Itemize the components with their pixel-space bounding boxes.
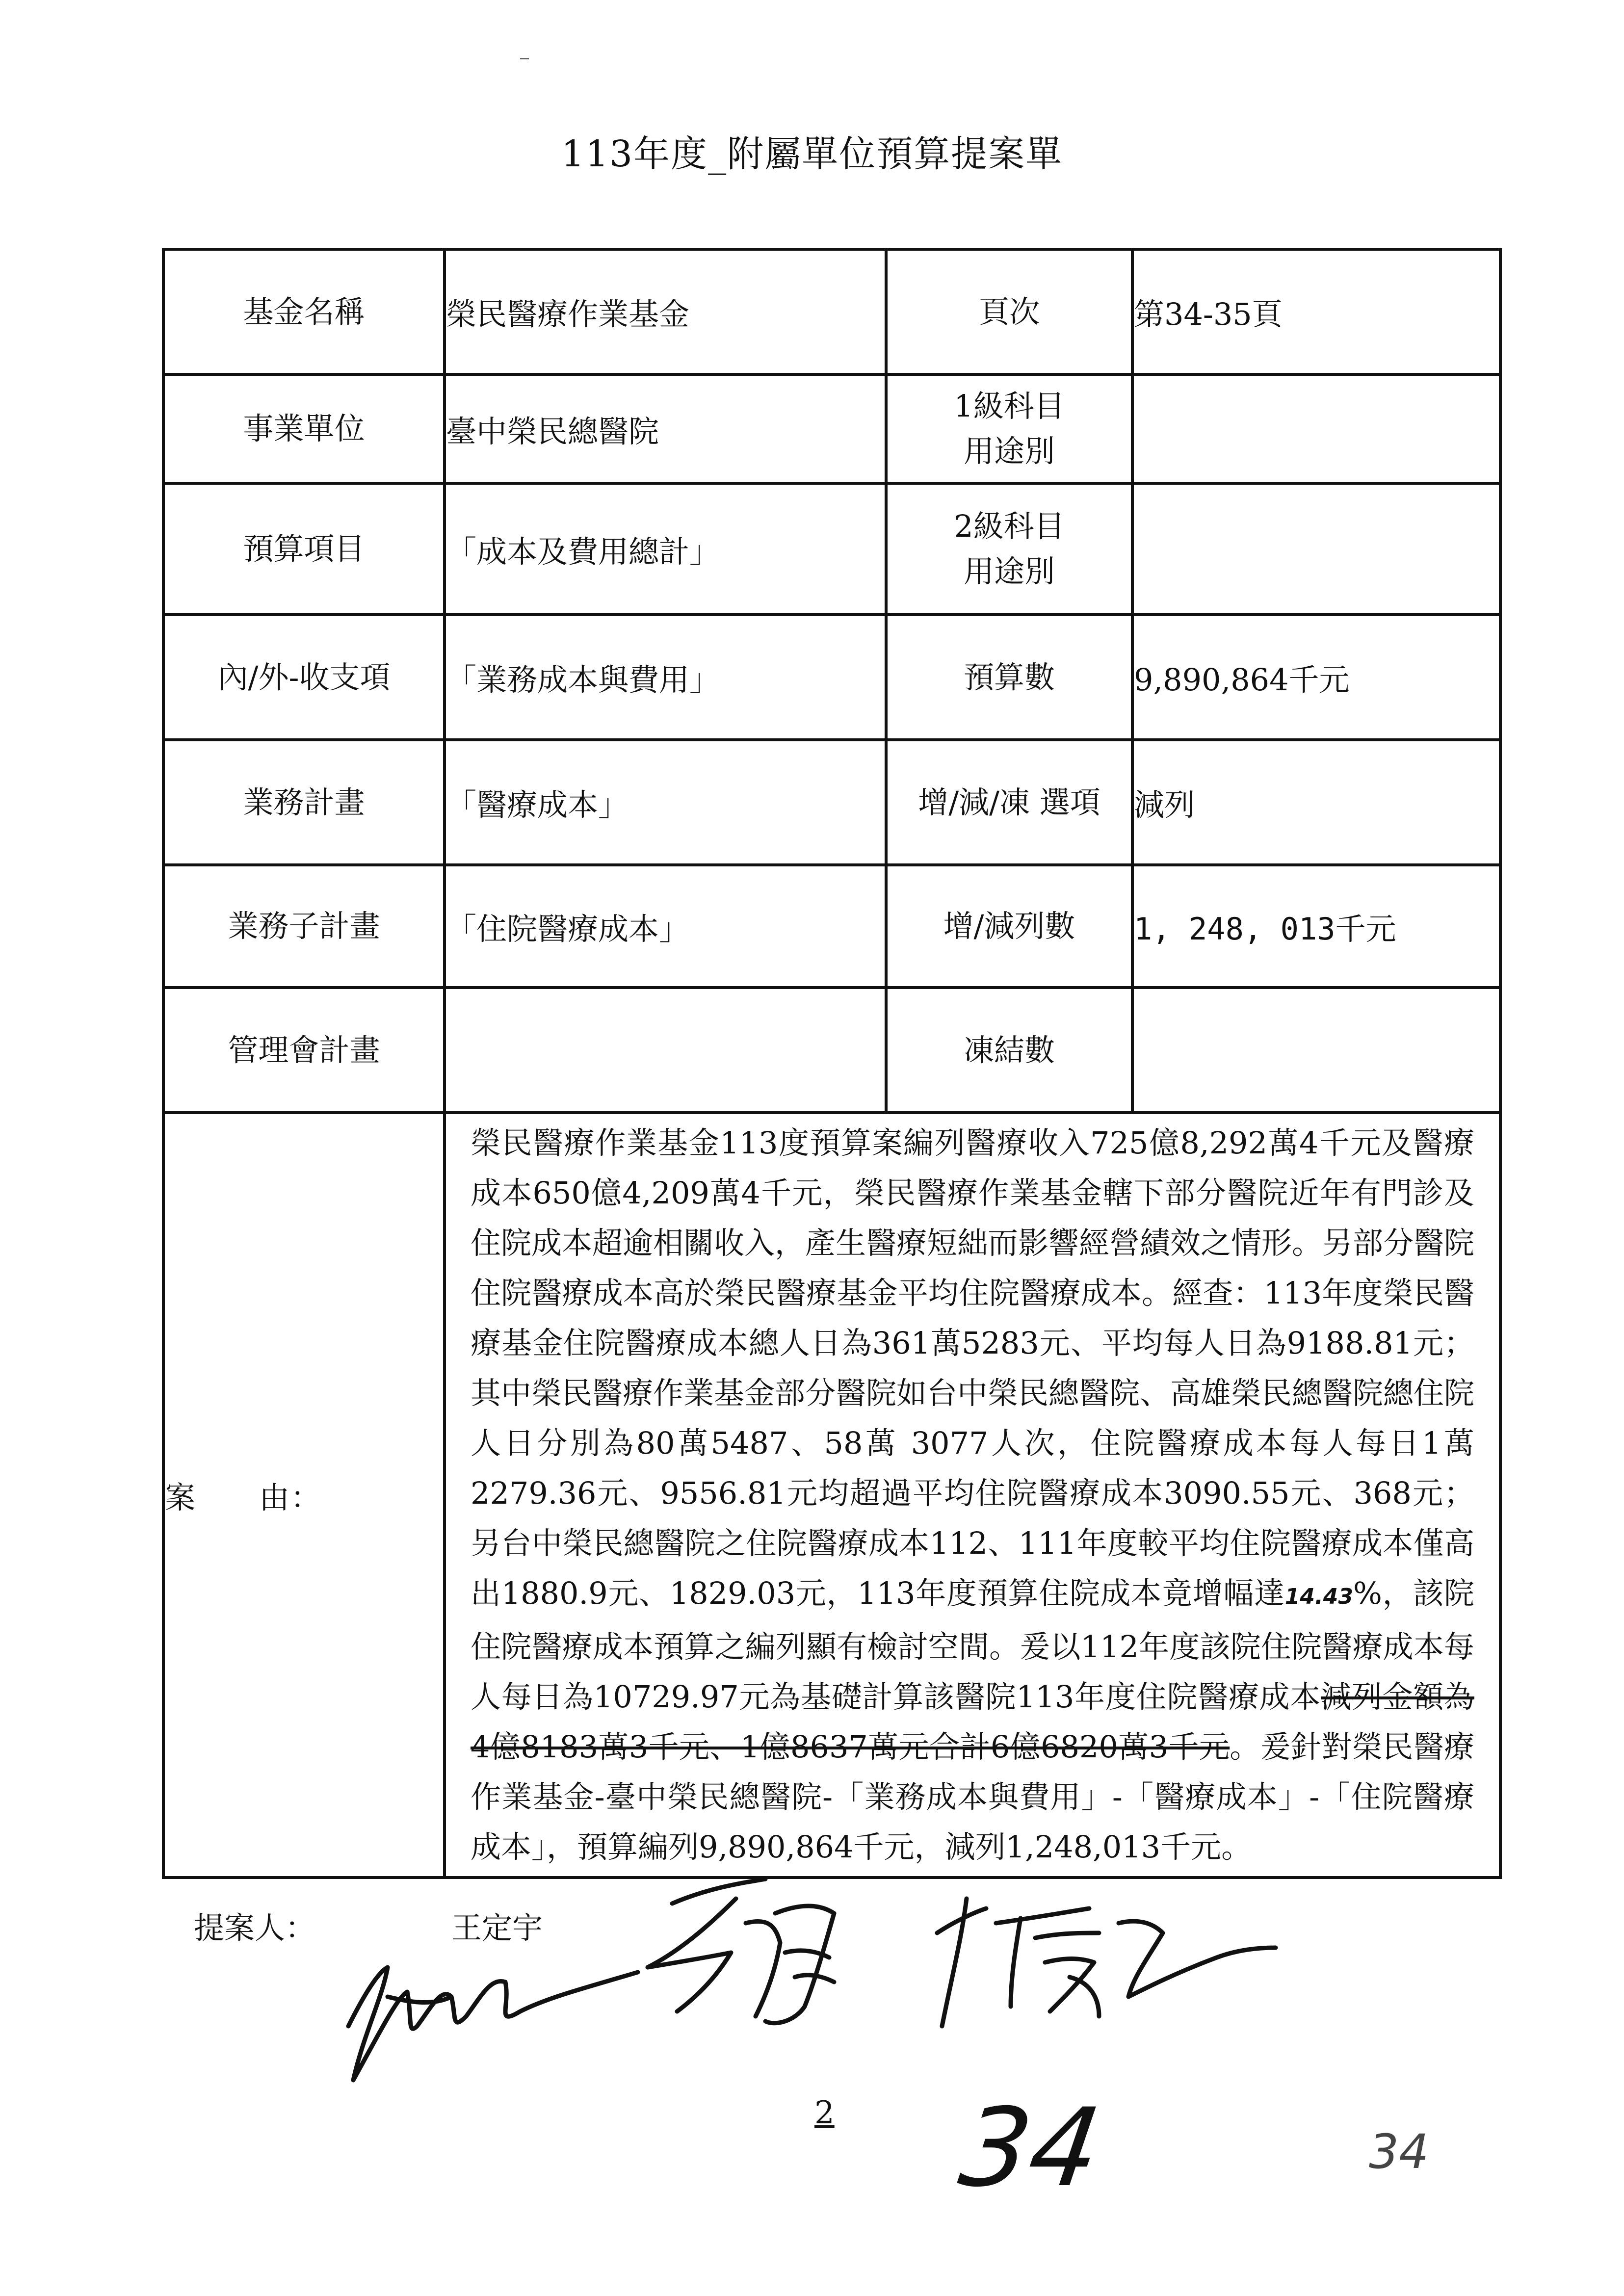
field-value-change-amount: 1, 248, 013千元: [1132, 865, 1500, 988]
table-row: [163, 249, 1500, 374]
field-value-budget-amount: 9,890,864千元: [1132, 615, 1500, 740]
handwritten-signatures: [334, 1850, 1315, 2124]
field-label-sub-plan: 業務子計畫: [163, 865, 445, 988]
table-row: [163, 483, 1500, 615]
field-value-level1-subject: [1132, 374, 1500, 483]
table-row-reason: [163, 1113, 1500, 1878]
field-value-business-unit: 臺中榮民總醫院: [445, 374, 886, 483]
signature-1: [348, 1967, 638, 2080]
table-row: [163, 615, 1500, 740]
table-row: [163, 740, 1500, 865]
struck-text: 減列金額為4億8183萬3千元、1億8637萬元合計6億6820萬3千元: [471, 1679, 1474, 1765]
field-value-frozen-amount: [1132, 988, 1500, 1113]
field-value-sub-plan: 「住院醫療成本」: [445, 865, 886, 988]
signature-2: [648, 1879, 834, 2023]
label-line: 用途別: [963, 553, 1055, 589]
handwritten-page-number: 34: [953, 2085, 1108, 2211]
label-line: 1級科目: [954, 388, 1065, 424]
reason-cell: [445, 1113, 1500, 1878]
field-label-page: 頁次: [886, 249, 1132, 374]
handwritten-percentage: 14.43: [1284, 1584, 1353, 1609]
field-label-level1-subject: [886, 374, 1132, 483]
label-line: 用途別: [963, 433, 1055, 469]
field-value-option: 減列: [1132, 740, 1500, 865]
proposer-label: 提案人：: [194, 1910, 316, 1946]
field-value-budget-item: 「成本及費用總計」: [445, 483, 886, 615]
reason-part-3: 。爰針對榮民醫療作業基金-臺中榮民總醫院-「業務成本與費用」-「醫療成本」-「住院醫療成本」，預算編列9,890,864千元，減列1,248,013千元。: [471, 1729, 1474, 1865]
field-label-frozen-amount: 凍結數: [886, 988, 1132, 1113]
field-label-budget-item: 預算項目: [163, 483, 445, 615]
field-label-level2-subject: [886, 483, 1132, 615]
reason-label: 案 由：: [165, 1480, 322, 1515]
scan-speck: [520, 58, 529, 59]
field-label-budget-amount: 預算數: [886, 615, 1132, 740]
reason-text: [446, 1114, 1499, 1876]
table-row: [163, 374, 1500, 483]
table-row: [163, 865, 1500, 988]
label-line: 2級科目: [954, 508, 1065, 544]
field-value-fund-name: 榮民醫療作業基金: [445, 249, 886, 374]
document-title: 113年度_附屬單位預算提案單: [561, 133, 1063, 175]
field-value-management-plan: [445, 988, 886, 1113]
proposer-name: 王定宇: [451, 1910, 543, 1946]
handwritten-page-number-small: 34: [1369, 2124, 1429, 2179]
field-label-management-plan: 管理會計畫: [163, 988, 445, 1113]
field-label-business-plan: 業務計畫: [163, 740, 445, 865]
field-value-revenue-expense: 「業務成本與費用」: [445, 615, 886, 740]
reason-label-cell: [163, 1113, 445, 1878]
page-number: 2: [814, 2095, 835, 2131]
field-label-business-unit: 事業單位: [163, 374, 445, 483]
field-label-option: 增/減/凍 選項: [886, 740, 1132, 865]
field-value-business-plan: 「醫療成本」: [445, 740, 886, 865]
field-label-change-amount: 增/減列數: [886, 865, 1132, 988]
field-label-fund-name: 基金名稱: [163, 249, 445, 374]
field-value-level2-subject: [1132, 483, 1500, 615]
field-value-page: 第34-35頁: [1132, 249, 1500, 374]
table-row: [163, 988, 1500, 1113]
reason-part-2: %，該院住院醫療成本預算之編列顯有檢討空間。爰以112年度該院住院醫療成本每人每日為10729.97元為基礎計算該醫院113年度住院醫療成本: [471, 1575, 1474, 1715]
signature-3: [937, 1899, 1276, 2026]
field-label-revenue-expense: 內/外-收支項: [163, 615, 445, 740]
proposal-form-table: [162, 248, 1502, 1879]
reason-part-1: 榮民醫療作業基金113度預算案編列醫療收入725億8,292萬4千元及醫療成本650億4,209萬4千元，榮民醫療作業基金轄下部分醫院近年有門診及住院成本超逾相關收入，產生醫療短絀而影響經營績效之情形。另部分醫院住院醫療成本高於榮民醫療基金平均住院醫療成本。經查：113年度榮民醫療基金住院醫療成本總人日為361萬5283元、平均每人日為9188.81元；其中榮民醫療作業基金部分醫院如台中榮民總醫院、高雄榮民總醫院總住院人日分別為80萬5487、58萬 3077人次，住院醫療成本每人每日1萬2279.36元、9556.81元均超過平均住院醫療成本3090.55元、368元；另台中榮民總醫院之住院醫療成本112、111年度較平均住院醫療成本僅高出1880.9元、1829.03元，113年度預算住院成本竟增幅達: [471, 1125, 1475, 1611]
